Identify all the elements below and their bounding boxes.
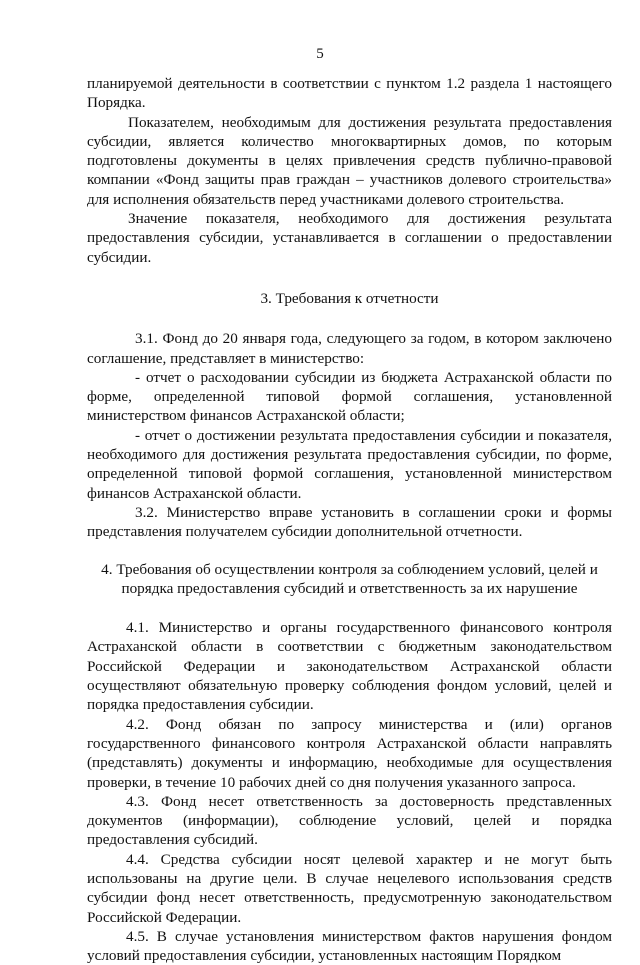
section-4-heading [87,560,612,599]
section-3-heading: 3. Требования к отчетности [260,289,439,307]
clause-4-5: 4.5. В случае установления министерством фактов нарушения фондом условий предоставления субсидии, установленных настоящим Порядком [87,927,612,965]
page-number: 5 [316,46,324,62]
clause-3-1: 3.1. Фонд до 20 января года, следующего за годом, в котором заключено соглашение, представляет в министерство: [87,330,612,367]
section-4-heading-line-2: порядка предоставления субсидий и ответственность за их нарушение [121,579,578,597]
clause-4-3: 4.3. Фонд несет ответственность за достоверность представленных документов (информации), соблюдение условий, целей и порядка предоставления субсидий. [87,792,612,849]
section-4-heading-line-1: 4. Требования об осуществлении контроля за соблюдением условий, целей и [101,560,598,578]
clause-4-2: 4.2. Фонд обязан по запросу министерства и (или) органов государственного финансового контроля Астраханской области направлять (представлять) документы и информацию, необходимые для осуществления проверки, в течение 10 рабочих дней со дня получения указанного запроса. [87,715,612,791]
clause-3-2: 3.2. Министерство вправе установить в соглашении сроки и формы представления получателем субсидии дополнительной отчетности. [87,503,612,541]
paragraph-continuation: планируемой деятельности в соответствии с пунктом 1.2 раздела 1 настоящего Порядка. [87,75,612,112]
paragraph-indicator-value: Значение показателя, необходимого для достижения результата предоставления субсидии, устанавливается в соглашении о предоставлении субсидии. [87,210,612,266]
clause-3-1-item-b: - отчет о достижении результата предоставления субсидии и показателя, необходимого для достижения результата предоставления субсидии, по форме, определенной типовой формой соглашения, установленной министерством финансов Астраханской области. [87,426,612,502]
paragraph-indicator: Показателем, необходимым для достижения результата предоставления субсидии, является количество многоквартирных домов, по которым подготовлены документы в целях привлечения средств публично-правовой компании «Фонд защиты прав граждан – участников долевого строительства» для исполнения обязательств перед участниками долевого строительства. [87,113,612,208]
clause-3-1-item-a: - отчет о расходовании субсидии из бюджета Астраханской области по форме, определенной типовой формой соглашения, установленной министерством финансов Астраханской области; [87,368,612,425]
clause-4-1: 4.1. Министерство и органы государственного финансового контроля Астраханской области в соответствии с бюджетным законодательством Российской Федерации и законодательством Астраханской области осуществляют обязательную проверку соблюдения фондом условий, целей и порядка предоставления субсидии. [87,619,612,714]
clause-4-4: 4.4. Средства субсидии носят целевой характер и не могут быть использованы на другие цели. В случае нецелевого использования средств субсидии фонд несет ответственность, предусмотренную законодательством Российской Федерации. [87,850,612,926]
document-body [87,74,612,965]
